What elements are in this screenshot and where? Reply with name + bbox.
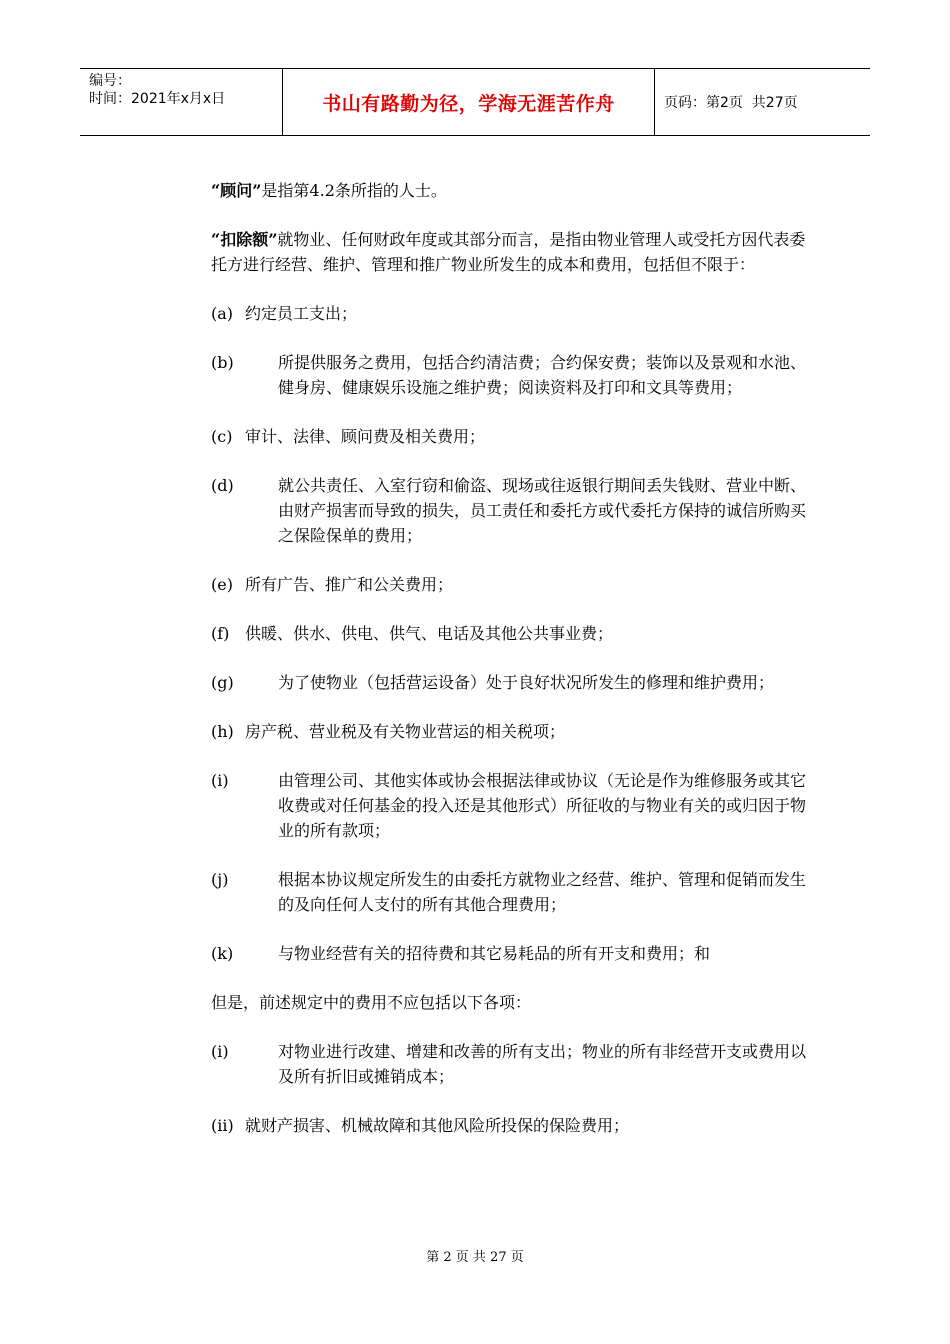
item-label: (d) xyxy=(211,476,234,495)
exclusion-item xyxy=(211,1039,821,1089)
list-item xyxy=(211,572,821,597)
item-label: (g) xyxy=(211,673,234,692)
item-label: (i) xyxy=(211,1042,229,1061)
item-text: 就财产损害、机械故障和其他风险所投保的保险费用； xyxy=(245,1116,630,1135)
item-text: 所提供服务之费用，包括合约清洁费；合约保安费；装饰以及景观和水池、健身房、健康娱乐设施之维护费；阅读资料及打印和文具等费用； xyxy=(278,353,807,397)
page-info: 页码：第2页 共27页 xyxy=(664,95,798,111)
advisor-definition xyxy=(211,178,821,203)
motto-text: 书山有路勤为径，学海无涯苦作舟 xyxy=(322,92,615,115)
list-item xyxy=(211,768,821,843)
item-text: 与物业经营有关的招待费和其它易耗品的所有开支和费用；和 xyxy=(278,944,711,963)
page-header xyxy=(80,68,870,136)
list-item xyxy=(211,301,821,326)
item-label: (i) xyxy=(211,771,229,790)
page-footer: 第 2 页 共 27 页 xyxy=(426,1250,524,1265)
list-item xyxy=(211,473,821,548)
header-meta-cell xyxy=(80,69,283,135)
list-item xyxy=(211,621,821,646)
document-body xyxy=(211,178,821,1162)
item-label: (e) xyxy=(211,575,233,594)
time-label: 时间：2021年x月x日 xyxy=(89,91,226,107)
advisor-term: “顾问” xyxy=(211,181,262,200)
item-text: 为了使物业（包括营运设备）处于良好状况所发生的修理和维护费用； xyxy=(278,673,775,692)
list-item xyxy=(211,350,821,400)
list-item xyxy=(211,719,821,744)
number-label: 编号： xyxy=(89,73,131,89)
item-text: 供暖、供水、供电、供气、电话及其他公共事业费； xyxy=(245,624,614,643)
deduction-definition xyxy=(211,227,821,277)
item-label: (ii) xyxy=(211,1116,234,1135)
list-item xyxy=(211,867,821,917)
header-page-cell xyxy=(655,69,870,135)
item-label: (k) xyxy=(211,944,234,963)
deduction-text: 就物业、任何财政年度或其部分而言，是指由物业管理人或受托方因代表委托方进行经营、维护、管理和推广物业所发生的成本和费用，包括但不限于： xyxy=(211,230,806,274)
item-text: 对物业进行改建、增建和改善的所有支出；物业的所有非经营开支或费用以及所有折旧或摊销成本； xyxy=(278,1042,807,1086)
advisor-text: 是指第4.2条所指的人士。 xyxy=(261,181,447,200)
item-label: (b) xyxy=(211,353,234,372)
item-label: (c) xyxy=(211,427,233,446)
header-motto-cell xyxy=(283,69,655,135)
item-text: 就公共责任、入室行窃和偷盗、现场或往返银行期间丢失钱财、营业中断、由财产损害而导致的损失，员工责任和委托方或代委托方保持的诚信所购买之保险保单的费用； xyxy=(278,476,807,545)
list-item xyxy=(211,424,821,449)
item-label: (a) xyxy=(211,304,234,323)
item-label: (h) xyxy=(211,722,234,741)
item-text: 所有广告、推广和公关费用； xyxy=(245,575,454,594)
deduction-term: “扣除额” xyxy=(211,230,278,249)
item-text: 由管理公司、其他实体或协会根据法律或协议（无论是作为维修服务或其它收费或对任何基金的投入还是其他形式）所征收的与物业有关的或归因于物业的所有款项； xyxy=(278,771,807,840)
exclusion-intro: 但是，前述规定中的费用不应包括以下各项： xyxy=(211,993,532,1012)
exclusion-item xyxy=(211,1113,821,1138)
item-label: (j) xyxy=(211,870,229,889)
item-label: (f) xyxy=(211,624,230,643)
item-text: 审计、法律、顾问费及相关费用； xyxy=(245,427,486,446)
list-item xyxy=(211,670,821,695)
item-text: 根据本协议规定所发生的由委托方就物业之经营、维护、管理和促销而发生的及向任何人支付的所有其他合理费用； xyxy=(278,870,807,914)
item-text: 约定员工支出； xyxy=(245,304,358,323)
item-text: 房产税、营业税及有关物业营运的相关税项； xyxy=(245,722,566,741)
list-item xyxy=(211,941,821,966)
